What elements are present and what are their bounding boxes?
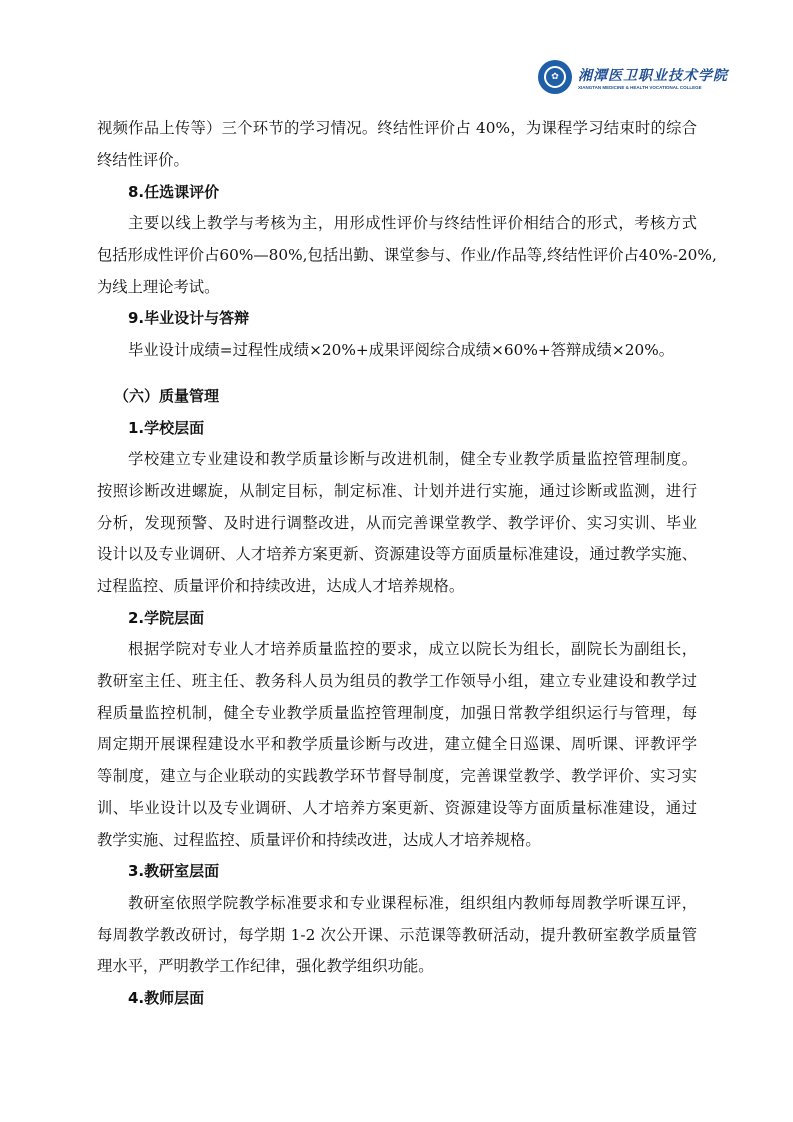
paragraph-line: 等制度，建立与企业联动的实践教学环节督导制度，完善课堂教学、教学评价、实习实 (97, 767, 697, 785)
paragraph-line: 按照诊断改进螺旋，从制定目标，制定标准、计划并进行实施，通过诊断或监测，进行 (97, 482, 697, 500)
paragraph-line: 设计以及专业调研、人才培养方案更新、资源建设等方面质量标准建设，通过教学实施、 (97, 545, 697, 563)
paragraph-line: 根据学院对专业人才培养质量监控的要求，成立以院长为组长，副院长为副组长， (128, 640, 697, 658)
paragraph-line: 程质量监控机制，健全专业教学质量监控管理制度，加强日常教学组织运行与管理，每 (97, 704, 697, 722)
logo-english-name: XIANGTAN MEDICINE & HEALTH VOCATIONAL COLLEGE (578, 84, 702, 90)
paragraph-line: 包括形成性评价占60%—80%,包括出勤、课堂参与、作业/作品等,终结性评价占40%-20%, (97, 246, 717, 264)
paragraph-line: 视频作品上传等）三个环节的学习情况。终结性评价占 40%，为课程学习结束时的综合 (97, 119, 697, 137)
section-heading: 2.学院层面 (128, 609, 205, 627)
paragraph-line: 理水平，严明教学工作纪律，强化教学组织功能。 (97, 957, 434, 975)
section-heading: 3.教研室层面 (128, 862, 220, 880)
paragraph-line: 每周教学教改研讨，每学期 1-2 次公开课、示范课等教研活动，提升教研室教学质量管 (97, 926, 697, 944)
paragraph-line: 学校建立专业建设和教学质量诊断与改进机制，健全专业教学质量监控管理制度。 (128, 450, 697, 468)
paragraph-line: 终结性评价。 (97, 151, 189, 169)
paragraph-line: 教研室依照学院教学标准要求和专业课程标准，组织组内教师每周教学听课互评， (128, 894, 697, 912)
paragraph-line: 分析，发现预警、及时进行调整改进，从而完善课堂教学、教学评价、实习实训、毕业 (97, 514, 697, 532)
paragraph-line: 为线上理论考试。 (97, 278, 220, 296)
college-logo (538, 60, 728, 94)
paragraph-line: 训、毕业设计以及专业调研、人才培养方案更新、资源建设等方面质量标准建设，通过 (97, 799, 697, 817)
logo-chinese-name: 湘潭医卫职业技术学院 (578, 67, 728, 84)
college-seal-icon: ✿ (538, 60, 572, 94)
chapter-heading: （六）质量管理 (114, 387, 220, 405)
section-heading: 9.毕业设计与答辩 (128, 309, 250, 327)
paragraph-line: 过程监控、质量评价和持续改进，达成人才培养规格。 (97, 577, 465, 595)
paragraph-line: 周定期开展课程建设水平和教学质量诊断与改进，建立健全日巡课、周听课、评教评学 (97, 735, 697, 753)
paragraph-line: 教研室主任、班主任、教务科人员为组员的教学工作领导小组，建立专业建设和教学过 (97, 672, 697, 690)
section-heading: 8.任选课评价 (128, 183, 220, 201)
paragraph-line: 毕业设计成绩=过程性成绩×20%+成果评阅综合成绩×60%+答辩成绩×20%。 (128, 341, 675, 359)
section-heading: 1.学校层面 (128, 419, 205, 437)
paragraph-line: 主要以线上教学与考核为主，用形成性评价与终结性评价相结合的形式，考核方式 (128, 214, 697, 232)
section-heading: 4.教师层面 (128, 989, 205, 1007)
paragraph-line: 教学实施、过程监控、质量评价和持续改进，达成人才培养规格。 (97, 831, 541, 849)
